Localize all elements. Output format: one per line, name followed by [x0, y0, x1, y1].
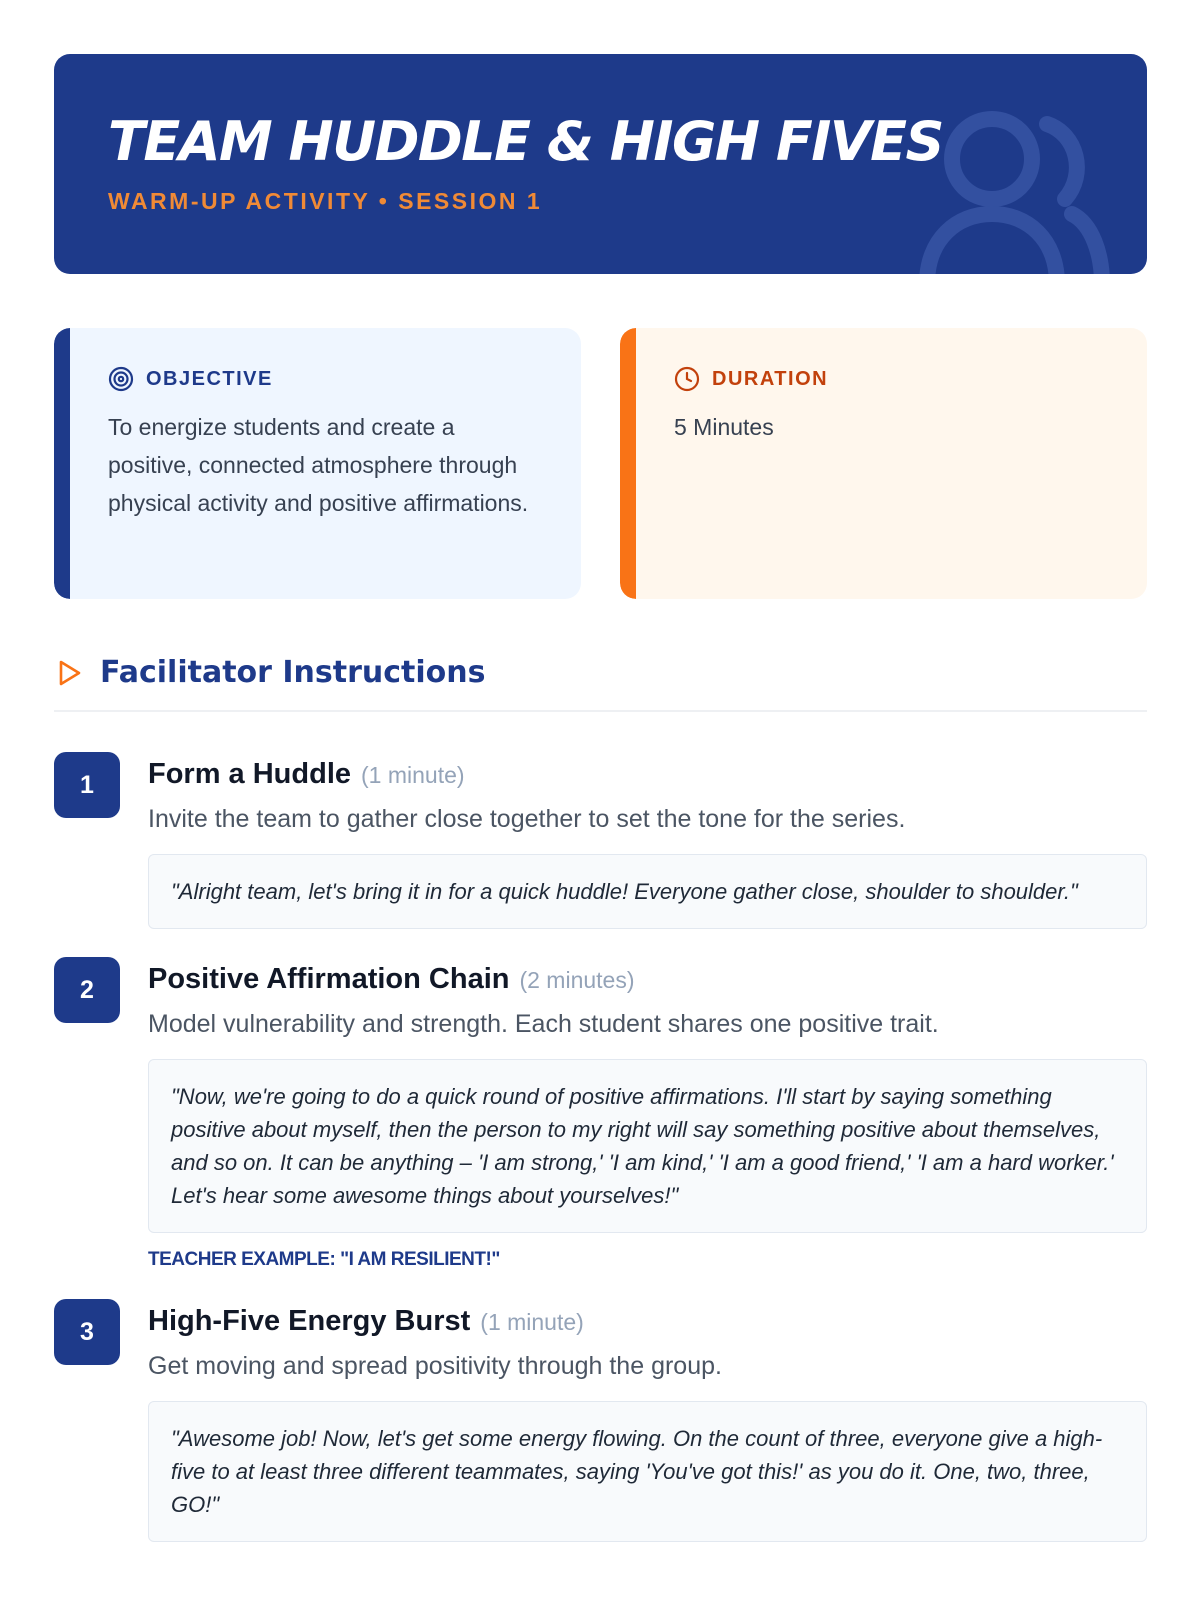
page-subtitle: WARM-UP ACTIVITY • SESSION 1 [108, 188, 543, 214]
step-item [54, 1299, 1147, 1542]
step-number: 3 [54, 1299, 120, 1365]
step-time: (2 minutes) [519, 967, 635, 993]
step-title: Form a Huddle [148, 758, 352, 790]
step-script-quote: "Now, we're going to do a quick round of positive affirmations. I'll start by saying something positive about myself, then the person to my right will say something positive about themselves, and so on. It can be anything – 'I am strong,' 'I am kind,' 'I am a good friend,' 'I am a hard worker.' Let's hear some awesome things about yourselves!" [148, 1059, 1147, 1233]
page-title: TEAM HUDDLE & HIGH FIVES [108, 110, 943, 173]
step-description: Model vulnerability and strength. Each student shares one positive trait. [148, 1010, 939, 1038]
section-title: Facilitator Instructions [100, 655, 486, 690]
users-icon [907, 94, 1117, 274]
step-title: Positive Affirmation Chain [148, 963, 510, 995]
step-description: Get moving and spread positivity through the group. [148, 1352, 722, 1380]
step-item [54, 752, 1147, 929]
objective-label: OBJECTIVE [146, 367, 273, 390]
activity-sheet [54, 54, 1147, 1570]
target-icon [108, 366, 134, 392]
duration-card [620, 328, 1147, 599]
objective-card [54, 328, 581, 599]
step-item [54, 957, 1147, 1271]
step-time: (1 minute) [480, 1309, 584, 1335]
step-number: 2 [54, 957, 120, 1023]
duration-label: DURATION [712, 367, 829, 390]
duration-heading [674, 366, 1107, 392]
steps-list [54, 752, 1147, 1542]
instructions-heading [54, 655, 1147, 712]
header-banner [54, 54, 1147, 274]
step-description: Invite the team to gather close together to set the tone for the series. [148, 805, 906, 833]
step-number: 1 [54, 752, 120, 818]
step-script-quote: "Awesome job! Now, let's get some energy flowing. On the count of three, everyone give a high-five to at least three different teammates, saying 'You've got this!' as you do it. One, two, three, GO!" [148, 1401, 1147, 1542]
objective-heading [108, 366, 541, 392]
step-script-quote: "Alright team, let's bring it in for a quick huddle! Everyone gather close, shoulder to shoulder." [148, 854, 1147, 929]
duration-text: 5 Minutes [674, 414, 774, 440]
play-icon [54, 658, 84, 688]
step-time: (1 minute) [361, 762, 465, 788]
step-title: High-Five Energy Burst [148, 1305, 471, 1337]
clock-icon [674, 366, 700, 392]
objective-text: To energize students and create a positive, connected atmosphere through physical activity and positive affirmations. [108, 414, 529, 516]
teacher-example: TEACHER EXAMPLE: "I AM RESILIENT!" [148, 1249, 500, 1270]
